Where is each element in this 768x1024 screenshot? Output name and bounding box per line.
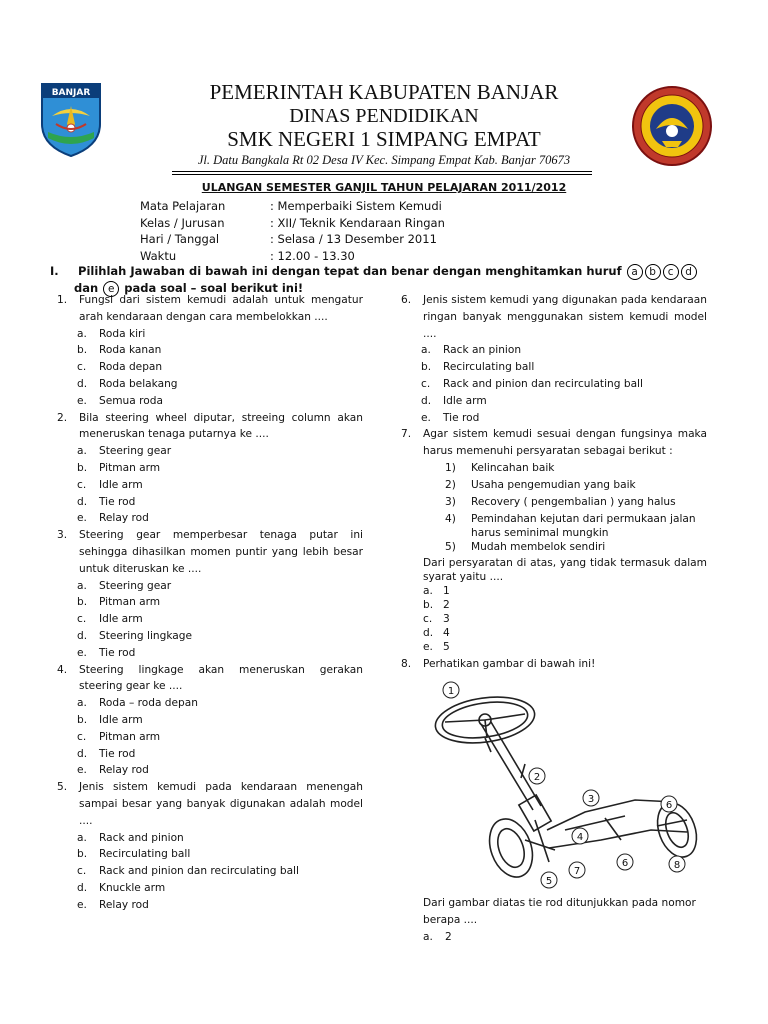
info-row: Kelas / Jurusan : XII/ Teknik Kendaraan Ringan — [140, 215, 445, 230]
steering-system-diagram — [425, 680, 715, 890]
question: 1. Fungsi dari sistem kemudi adalah untuk mengatur arah kendaraan dengan cara membelokkan .... — [57, 294, 363, 323]
info-row: Hari / Tanggal : Selasa / 13 Desember 2011 — [140, 232, 437, 246]
school-address: Jl. Datu Bangkala Rt 02 Desa IV Kec. Simpang Empat Kab. Banjar 70673 — [197, 153, 571, 167]
left-column — [57, 292, 363, 913]
answer-circle: d — [681, 264, 697, 280]
question: 8. Perhatikan gambar di bawah ini! — [401, 658, 596, 671]
figure-label: 8 — [673, 860, 681, 871]
answer-circle: c — [663, 264, 679, 280]
svg-text:BANJAR: BANJAR — [51, 88, 91, 98]
answer-circle: a — [627, 264, 643, 280]
section-number: I. — [50, 264, 59, 278]
question: 5. Jenis sistem kemudi pada kendaraan menengah sampai besar yang banyak digunakan adalah model .... — [57, 781, 363, 827]
option: c. Rack and pinion dan recirculating ball — [421, 377, 643, 390]
option: e. Relay rod — [77, 512, 149, 525]
school-name: SMK NEGERI 1 SIMPANG EMPAT — [227, 127, 541, 151]
option: e. Tie rod — [77, 646, 136, 659]
info-row: Waktu : 12.00 - 13.30 — [140, 248, 355, 263]
answer-circle: b — [645, 264, 661, 280]
question-8-followup — [423, 895, 709, 945]
option: b. Idle arm — [77, 713, 143, 726]
answer-circle: e — [103, 281, 119, 297]
option: c. Rack and pinion dan recirculating ball — [77, 865, 299, 878]
department-name: DINAS PENDIDIKAN — [289, 105, 479, 127]
option: e. Relay rod — [77, 764, 149, 777]
option: e. Tie rod — [421, 411, 480, 424]
figure-label: 1 — [447, 686, 455, 697]
requirement-item: 4) Pemindahan kejutan dari permukaan jalan harus seminimal mungkin — [445, 513, 696, 540]
figure-label: 5 — [545, 876, 553, 887]
info-row: Mata Pelajaran : Memperbaiki Sistem Kemudi — [140, 199, 442, 213]
option: c. Roda depan — [77, 361, 163, 374]
requirement-item: 3) Recovery ( pengembalian ) yang halus — [445, 495, 676, 508]
requirement-item: 5) Mudah membelok sendiri — [445, 541, 606, 554]
option: d. 4 — [423, 627, 450, 640]
figure-label: 6 — [621, 858, 629, 869]
requirement-item: 2) Usaha pengemudian yang baik — [445, 478, 636, 491]
option: b. Recirculating ball — [77, 848, 191, 861]
header-rule — [172, 174, 592, 175]
question: 2. Bila steering wheel diputar, streeing column akan meneruskan tenaga putarnya ke .... — [57, 411, 363, 441]
instruction: I. Pilihlah Jawaban di bawah ini dengan tepat dan benar dengan menghitamkan huruf a b c d dan e pada soal – soal berikut ini! — [50, 263, 698, 297]
header-rule — [172, 171, 592, 172]
option: d. Steering lingkage — [77, 629, 193, 642]
requirement-item: 1) Kelincahan baik — [445, 461, 555, 474]
option: c. Idle arm — [77, 613, 143, 626]
option: b. Roda kanan — [77, 344, 162, 357]
figure-label: 4 — [576, 832, 584, 843]
option: a. 2 — [423, 930, 452, 943]
question: 3. Steering gear memperbesar tenaga putar ini sehingga dihasilkan momen puntir yang lebih besar untuk diteruskan ke .... — [57, 529, 363, 575]
option: c. Idle arm — [77, 478, 143, 491]
option: a. Steering gear — [77, 579, 172, 592]
option: d. Knuckle arm — [77, 881, 166, 894]
question: 6. Jenis sistem kemudi yang digunakan pada kendaraan ringan banyak menggunakan sistem kemudi model .... — [401, 294, 707, 340]
option: e. Relay rod — [77, 898, 149, 911]
option: b. Pitman arm — [77, 461, 161, 474]
question: 7. Agar sistem kemudi sesuai dengan fungsinya maka harus memenuhi persyaratan sebagai berikut : — [401, 428, 707, 458]
option: d. Roda belakang — [77, 377, 178, 390]
question-followup: Dari persyaratan di atas, yang tidak termasuk dalam syarat yaitu .... — [423, 557, 707, 584]
option: d. Idle arm — [421, 394, 487, 407]
option: b. Pitman arm — [77, 596, 161, 609]
option: d. Tie rod — [77, 495, 136, 508]
option: a. 1 — [423, 585, 450, 598]
figure-label: 6 — [665, 800, 673, 811]
figure-label: 2 — [533, 772, 541, 783]
figure-label: 7 — [573, 866, 581, 877]
figure-label: 3 — [587, 794, 595, 805]
option: a. Rack and pinion — [77, 831, 184, 844]
question: 4. Steering lingkage akan meneruskan gerakan steering gear ke .... — [57, 663, 363, 693]
right-column — [401, 292, 707, 673]
option: b. 2 — [423, 599, 450, 612]
option: b. Recirculating ball — [421, 361, 535, 374]
option: a. Steering gear — [77, 445, 172, 458]
option: e. 5 — [423, 641, 450, 654]
question-followup: Dari gambar diatas tie rod ditunjukkan pada nomor berapa .... — [423, 897, 696, 926]
instruction-text: Pilihlah Jawaban di bawah ini dengan tepat dan benar dengan menghitamkan huruf — [78, 264, 622, 278]
option: e. Semua roda — [77, 394, 163, 407]
option: d. Tie rod — [77, 747, 136, 760]
exam-info — [140, 198, 445, 264]
instruction-text: pada soal – soal berikut ini! — [124, 281, 304, 295]
option: c. Pitman arm — [77, 730, 161, 743]
option: a. Rack an pinion — [421, 344, 522, 357]
exam-title: ULANGAN SEMESTER GANJIL TAHUN PELAJARAN 2011/2012 — [201, 181, 567, 194]
option: a. Roda – roda depan — [77, 697, 198, 710]
option: c. 3 — [423, 613, 450, 626]
option: a. Roda kiri — [77, 327, 146, 340]
government-name: PEMERINTAH KABUPATEN BANJAR — [209, 80, 559, 104]
